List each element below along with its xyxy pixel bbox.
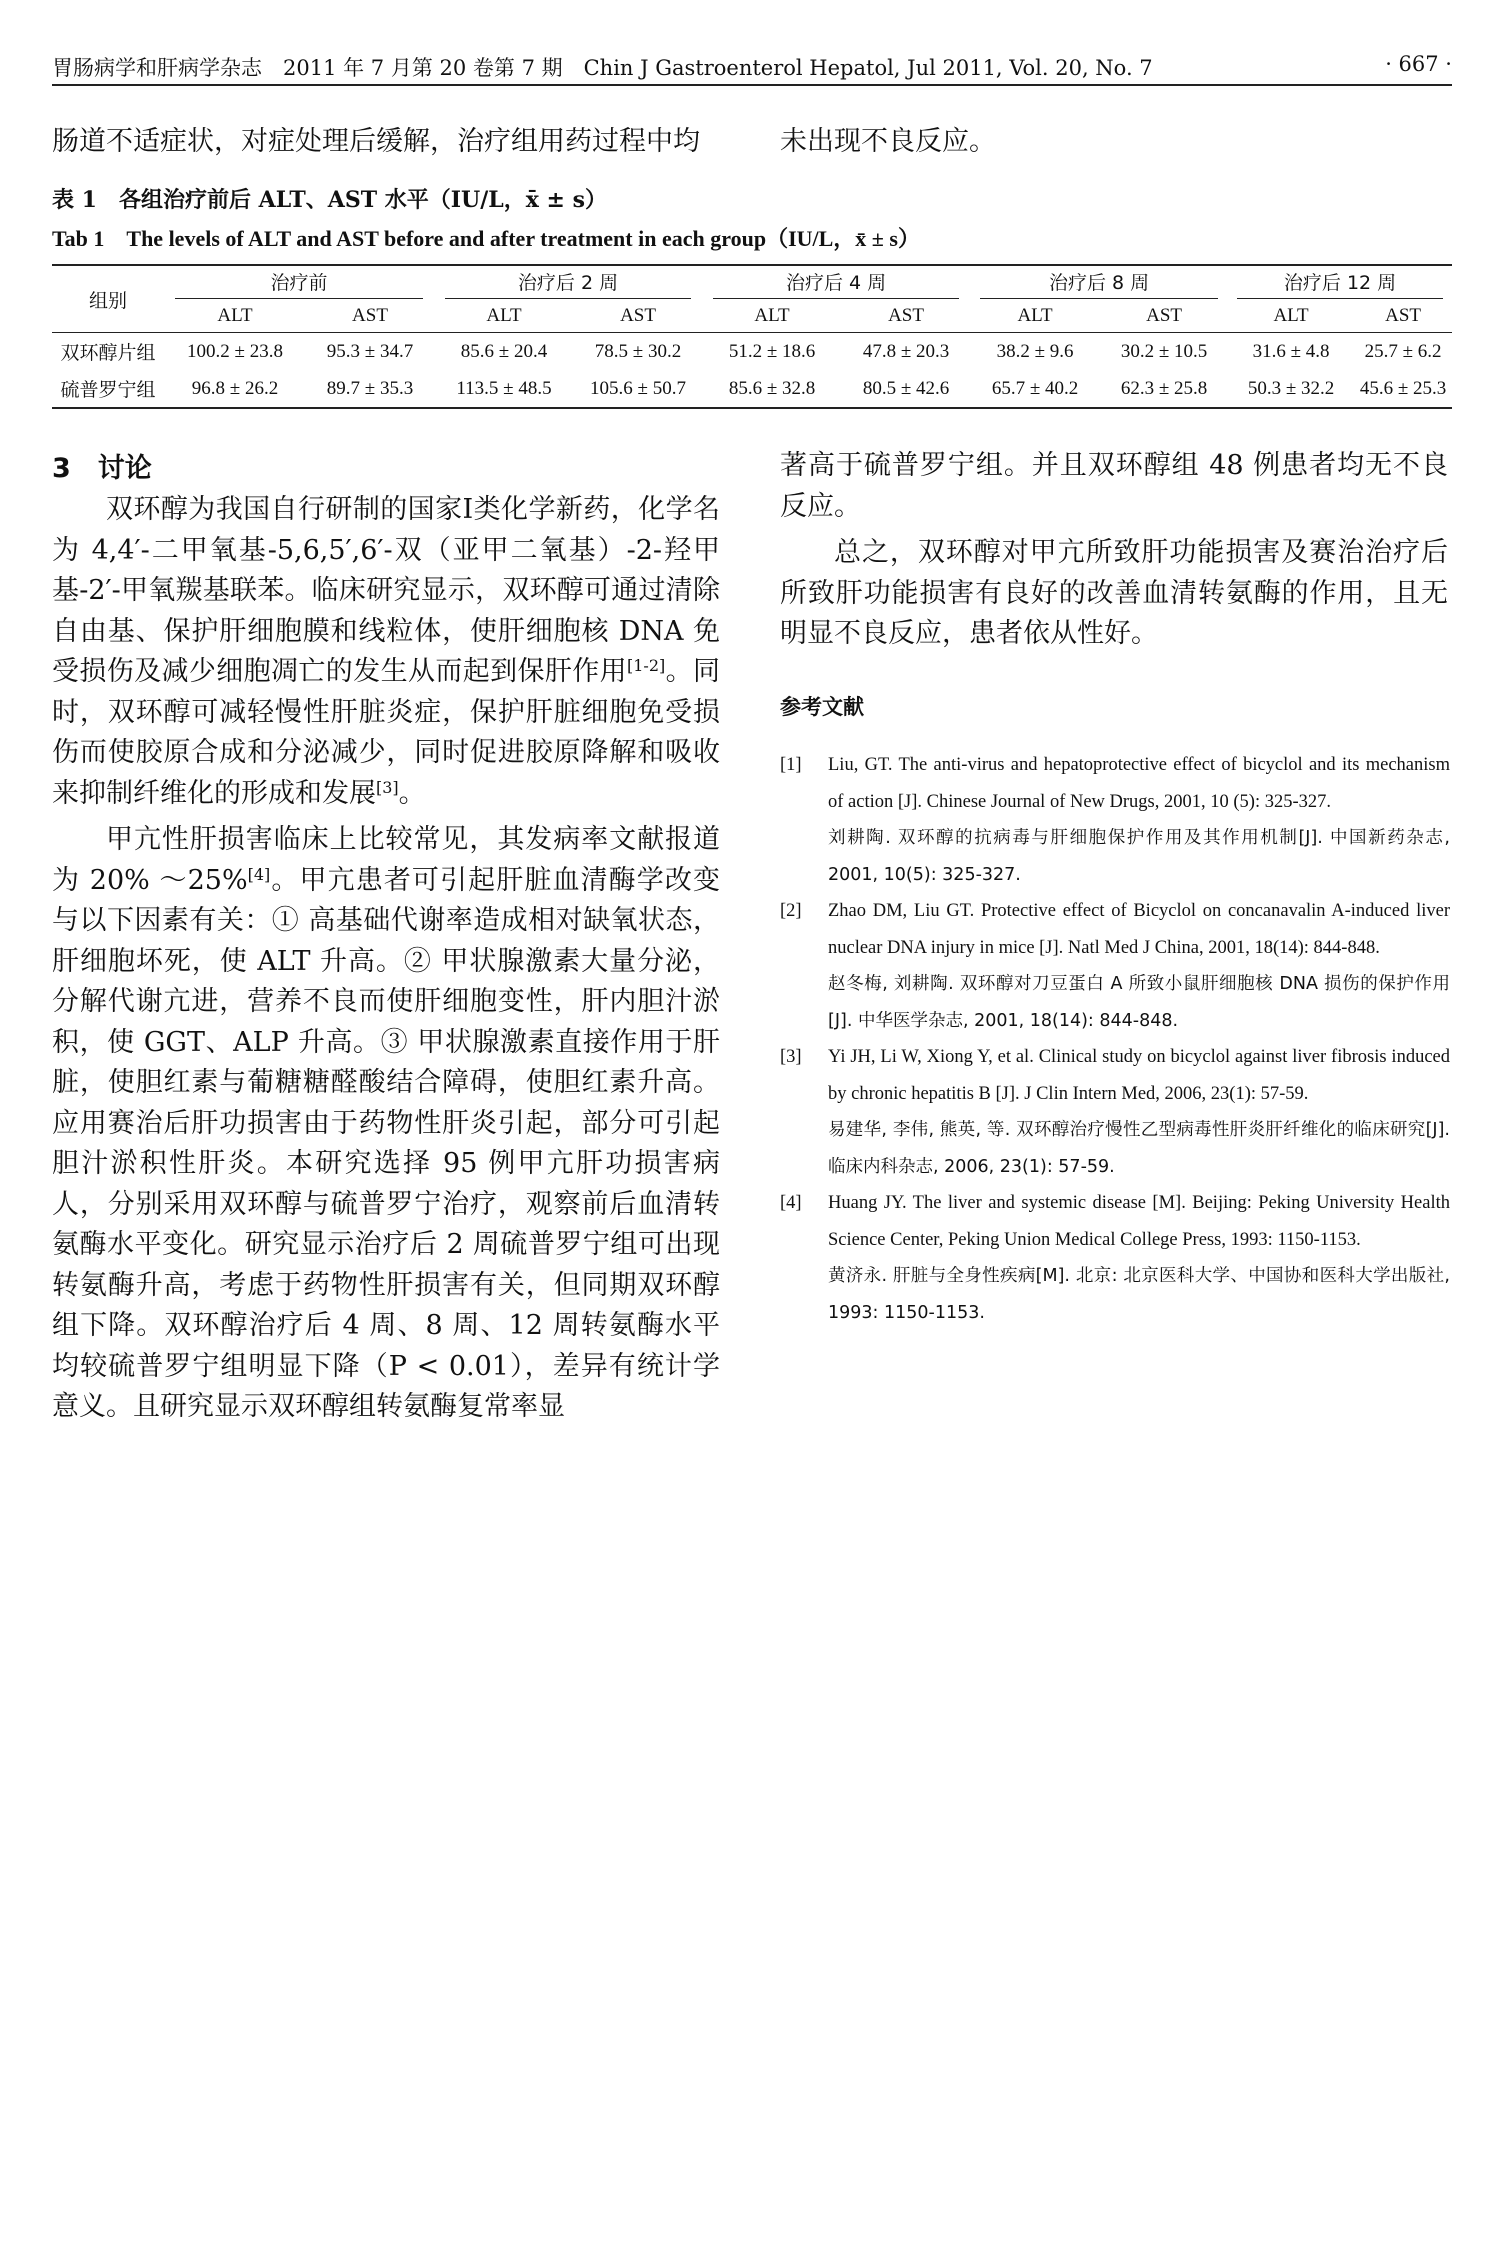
journal-info: 胃肠病学和肝病学杂志 2011 年 7 月第 20 卷第 7 期 Chin J Gastroenterol Hepatol, Jul 2011, Vol. 20, No. 7 <box>52 56 1153 80</box>
reference-chinese: 黄济永. 肝脏与全身性疾病[M]. 北京: 北京医科大学、中国协和医科大学出版社, 1993: 1150-1153. <box>828 1266 1450 1323</box>
table-caption-en <box>52 222 920 253</box>
right-column-text <box>780 446 1448 655</box>
section-heading-discussion: 3 讨论 <box>52 453 152 484</box>
sub-header-ast: AST <box>574 300 702 333</box>
page-number: · 667 · <box>1385 52 1452 76</box>
reference-number: [2] <box>780 901 802 921</box>
citation: [4] <box>247 864 271 884</box>
table-cell: 96.8 ± 26.2 <box>164 370 306 408</box>
reference-english: Zhao DM, Liu GT. Protective effect of Bicyclol on concanavalin A-induced liver nuclear DNA injury in mice [J]. Natl Med J China, 2001, 18(14): 844-848. <box>828 901 1450 958</box>
group-column-header: 组别 <box>52 265 164 333</box>
sub-header-ast: AST <box>1100 300 1228 333</box>
table-cell: 31.6 ± 4.8 <box>1252 340 1330 362</box>
reference-number: [3] <box>780 1047 802 1067</box>
table-cell: 51.2 ± 18.6 <box>728 340 816 362</box>
table-cell: 45.6 ± 25.3 <box>1354 370 1452 408</box>
table-title-en: The levels of ALT and AST before and after treatment in each group（IU/L，x̄ ± s） <box>126 226 920 251</box>
table-row <box>52 370 1452 408</box>
period-header-0: 治疗前 <box>164 265 434 300</box>
reference-chinese: 刘耕陶. 双环醇的抗病毒与肝细胞保护作用及其作用机制[J]. 中国新药杂志, 2001, 10(5): 325-327. <box>828 828 1450 885</box>
table-cell: 78.5 ± 30.2 <box>594 340 682 362</box>
citation: [1-2] <box>627 656 666 675</box>
discussion-paragraph-3: 总之，双环醇对甲亢所致肝功能损害及赛治治疗后所致肝功能损害有良好的改善血清转氨酶的作用，且无明显不良反应，患者依从性好。 <box>780 537 1448 649</box>
left-column-text <box>52 490 720 1428</box>
reference-item <box>780 893 1450 1039</box>
reference-english: Yi JH, Li W, Xiong Y, et al. Clinical study on bicyclol against liver fibrosis induced by chronic hepatitis B [J]. J Clin Intern Med, 2006, 23(1): 57-59. <box>828 1047 1450 1104</box>
table-cell: 25.7 ± 6.2 <box>1364 340 1442 362</box>
table-cell: 100.2 ± 23.8 <box>187 340 283 362</box>
sub-header-ast: AST <box>1354 300 1452 333</box>
table-cell: 47.8 ± 20.3 <box>862 340 950 362</box>
table-cell: 85.6 ± 20.4 <box>460 340 548 362</box>
reference-item <box>780 1185 1450 1331</box>
table-cell: 62.3 ± 25.8 <box>1100 370 1228 408</box>
discussion-paragraph-2-continued: 著高于硫普罗宁组。并且双环醇组 48 例患者均无不良反应。 <box>780 450 1448 522</box>
sub-header-alt: ALT <box>1228 300 1354 333</box>
row-group-name: 双环醇片组 <box>60 342 156 364</box>
reference-english: Huang JY. The liver and systemic disease [M]. Beijing: Peking University Health Science Center, Peking Union Medical College Press, 1993: 1150-1153. <box>828 1193 1450 1250</box>
continuation-line-right: 未出现不良反应。 <box>780 126 996 157</box>
sub-header-alt: ALT <box>702 300 842 333</box>
citation: [3] <box>376 777 399 797</box>
period-header-2: 治疗后 4 周 <box>702 265 970 300</box>
table-label-cn: 表 1 <box>52 187 97 213</box>
table-caption-cn <box>52 183 607 214</box>
running-header <box>52 48 1452 86</box>
table-cell: 89.7 ± 35.3 <box>306 370 434 408</box>
table-cell: 65.7 ± 40.2 <box>970 370 1100 408</box>
reference-list <box>780 747 1450 1331</box>
alt-ast-table <box>52 264 1452 409</box>
references-heading: 参考文献 <box>780 695 864 719</box>
continuation-line-left: 肠道不适症状，对症处理后缓解，治疗组用药过程中均 <box>52 126 700 157</box>
discussion-paragraph-2: 甲亢性肝损害临床上比较常见，其发病率文献报道为 20% ～25%[4]。甲亢患者可引起肝脏血清酶学改变与以下因素有关：① 高基础代谢率造成相对缺氧状态，肝细胞坏死，使 ALT 升高。② 甲状腺激素大量分泌，分解代谢亢进，营养不良而使肝细胞变性，肝内胆汁淤积，使 GGT、ALP 升高。③ 甲状腺激素直接作用于肝脏，使胆红素与葡糖糖醛酸结合障碍，使胆红素升高。应用赛治后肝功损害由于药物性肝炎引起，部分可引起胆汁淤积性肝炎。本研究选择 95 例甲亢肝功损害病人，分别采用双环醇与硫普罗宁治疗，观察前后血清转氨酶水平变化。研究显示治疗后 2 周硫普罗宁组可出现转氨酶升高，考虑于药物性肝损害有关，但同期双环醇组下降。双环醇治疗后 4 周、8 周、12 周转氨酶水平均较硫普罗宁组明显下降（P < 0.01），差异有统计学意义。且研究显示双环醇组转氨酶复常率显 <box>52 824 720 1422</box>
period-header-1: 治疗后 2 周 <box>434 265 702 300</box>
reference-item <box>780 747 1450 893</box>
sub-header-alt: ALT <box>970 300 1100 333</box>
reference-number: [4] <box>780 1193 802 1213</box>
table-row <box>52 333 1452 371</box>
sub-header-ast: AST <box>842 300 970 333</box>
table-cell: 85.6 ± 32.8 <box>702 370 842 408</box>
table-label-en: Tab 1 <box>52 226 105 251</box>
table-cell: 38.2 ± 9.6 <box>996 340 1074 362</box>
discussion-paragraph-1: 双环醇为我国自行研制的国家Ⅰ类化学新药，化学名为 4,4′-二甲氧基-5,6,5′,6′-双（亚甲二氧基）-2-羟甲基-2′-甲氧羰基联苯。临床研究显示，双环醇可通过清除自由基、保护肝细胞膜和线粒体，使肝细胞核 DNA 免受损伤及减少细胞凋亡的发生从而起到保肝作用[1-2]。同时，双环醇可减轻慢性肝脏炎症，保护肝脏细胞免受损伤而使胶原合成和分泌减少，同时促进胶原降解和吸收来抑制纤维化的形成和发展[3]。 <box>52 494 721 809</box>
sub-header-alt: ALT <box>434 300 574 333</box>
period-header-4: 治疗后 12 周 <box>1228 265 1452 300</box>
reference-number: [1] <box>780 755 802 775</box>
reference-chinese: 赵冬梅, 刘耕陶. 双环醇对刀豆蛋白 A 所致小鼠肝细胞核 DNA 损伤的保护作用[J]. 中华医学杂志, 2001, 18(14): 844-848. <box>828 974 1450 1031</box>
table-cell: 50.3 ± 32.2 <box>1228 370 1354 408</box>
table-cell: 30.2 ± 10.5 <box>1120 340 1208 362</box>
reference-item <box>780 1039 1450 1185</box>
period-header-3: 治疗后 8 周 <box>970 265 1228 300</box>
table-cell: 113.5 ± 48.5 <box>434 370 574 408</box>
table-cell: 95.3 ± 34.7 <box>326 340 414 362</box>
sub-header-ast: AST <box>306 300 434 333</box>
row-group-name: 硫普罗宁组 <box>52 370 164 408</box>
table-title-cn: 各组治疗前后 ALT、AST 水平（IU/L，x̄ ± s） <box>118 187 607 213</box>
sub-header-alt: ALT <box>164 300 306 333</box>
reference-chinese: 易建华, 李伟, 熊英, 等. 双环醇治疗慢性乙型病毒性肝炎肝纤维化的临床研究[J]. 临床内科杂志, 2006, 23(1): 57-59. <box>828 1120 1450 1177</box>
table-cell: 80.5 ± 42.6 <box>842 370 970 408</box>
table-cell: 105.6 ± 50.7 <box>574 370 702 408</box>
reference-english: Liu, GT. The anti-virus and hepatoprotective effect of bicyclol and its mechanism of action [J]. Chinese Journal of New Drugs, 2001, 10 (5): 325-327. <box>828 755 1450 812</box>
